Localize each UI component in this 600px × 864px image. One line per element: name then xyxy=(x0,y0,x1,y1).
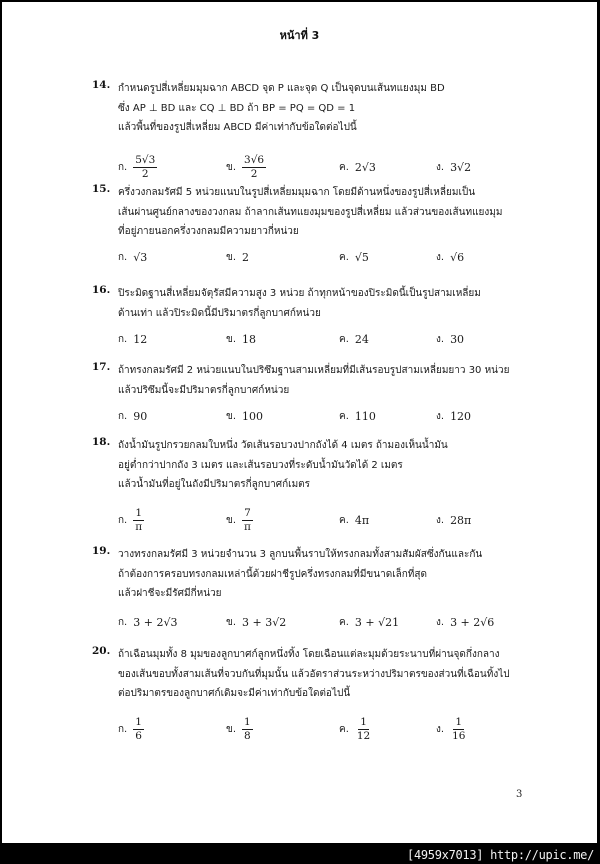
question-text xyxy=(118,545,512,604)
choice-label: ค. xyxy=(339,515,349,526)
question-number: 15. xyxy=(92,183,111,195)
choices xyxy=(118,244,512,272)
choice-d[interactable] xyxy=(436,150,471,186)
question-text xyxy=(118,436,512,495)
question-line: แล้วพื้นที่ของรูปสี่เหลี่ยม ABCD มีค่าเท่ากับข้อใดต่อไปนี้ xyxy=(118,122,357,133)
question-number: 16. xyxy=(92,284,111,296)
choice-d[interactable] xyxy=(436,608,494,638)
choice-label: ข. xyxy=(226,252,237,263)
choice-value: 4π xyxy=(354,514,370,527)
denominator: 6 xyxy=(135,730,142,742)
choice-c[interactable] xyxy=(339,503,369,539)
choice-c[interactable] xyxy=(339,244,369,272)
question-line: ถ้าต้องการครอบทรงกลมเหล่านี้ด้วยฝาชีรูปครึ่งทรงกลมที่มีขนาดเล็กที่สุด xyxy=(118,568,427,580)
choice-value: 24 xyxy=(354,332,369,346)
choices xyxy=(118,402,512,430)
choice-label: ก. xyxy=(118,515,128,526)
numerator: 3√6 xyxy=(244,154,265,166)
choice-label: ข. xyxy=(226,410,237,422)
question-17 xyxy=(92,361,512,430)
choice-a[interactable] xyxy=(118,402,147,430)
choice-a[interactable] xyxy=(118,712,144,748)
choice-label: ง. xyxy=(436,724,445,735)
choice-label: ข. xyxy=(226,515,237,526)
choice-a[interactable] xyxy=(118,608,177,638)
exam-page xyxy=(2,2,597,843)
question-line: ต่อปริมาตรของลูกบาศก์เดิมจะมีค่าเท่ากับข้อใดต่อไปนี้ xyxy=(118,688,351,699)
choice-c[interactable] xyxy=(339,150,376,186)
question-text xyxy=(118,284,512,323)
choice-label: ก. xyxy=(118,252,128,263)
question-line: แล้วน้ำมันที่อยู่ในถังมีปริมาตรกี่ลูกบาศก์เมตร xyxy=(118,479,311,490)
choice-label: ง. xyxy=(436,252,445,263)
question-number: 20. xyxy=(92,645,111,657)
denominator: 12 xyxy=(356,730,371,742)
choice-label: ง. xyxy=(436,410,445,422)
numerator: 1 xyxy=(244,716,251,728)
choice-value: 3 + 2√6 xyxy=(450,616,495,629)
choice-value: 120 xyxy=(450,409,472,423)
question-line: กำหนดรูปสี่เหลี่ยมมุมฉาก ABCD จุด P และจุด Q เป็นจุดบนเส้นทแยงมุม BD xyxy=(118,83,445,94)
fraction xyxy=(450,716,467,743)
choices xyxy=(118,712,512,748)
choice-value: 100 xyxy=(242,409,264,423)
choice-label: ก. xyxy=(118,333,128,345)
question-line: ซึ่ง AP ⊥ BD และ CQ ⊥ BD ถ้า BP = PQ = QD = 1 xyxy=(118,102,356,114)
denominator: 16 xyxy=(452,730,466,742)
question-line: ถังน้ำมันรูปกรวยกลมใบหนึ่ง วัดเส้นรอบวงปากถังได้ 4 เมตร ถ้ามองเห็นน้ำมัน xyxy=(118,440,448,451)
numerator: 5√3 xyxy=(135,154,156,166)
choice-label: ก. xyxy=(118,617,128,628)
fraction xyxy=(133,716,144,743)
choice-label: ก. xyxy=(118,162,128,173)
choice-value: 3 + 2√3 xyxy=(133,616,178,629)
question-line: ด้านเท่า แล้วปิระมิดนี้มีปริมาตรกี่ลูกบาศก์หน่วย xyxy=(118,307,321,319)
denominator: 2 xyxy=(250,168,258,180)
choice-label: ข. xyxy=(226,724,237,735)
choices xyxy=(118,325,512,353)
question-text xyxy=(118,79,512,138)
choice-b[interactable] xyxy=(226,244,249,272)
fraction xyxy=(242,154,266,181)
question-line: ปิระมิดฐานสี่เหลี่ยมจัตุรัสมีความสูง 3 หน่วย ถ้าทุกหน้าของปิระมิดนี้เป็นรูปสามเหลี่ยม xyxy=(118,288,481,299)
question-19 xyxy=(92,545,512,638)
question-line: ครึ่งวงกลมรัศมี 5 หน่วยแนบในรูปสี่เหลี่ยมมุมฉาก โดยมีด้านหนึ่งของรูปสี่เหลี่ยมเป็น xyxy=(118,187,476,198)
denominator: 2 xyxy=(141,168,149,180)
choice-value: 90 xyxy=(133,409,148,423)
question-number: 18. xyxy=(92,436,111,448)
choice-label: ค. xyxy=(339,617,349,628)
choice-value: 110 xyxy=(354,409,376,423)
page-number: 3 xyxy=(516,789,523,800)
question-line: ที่อยู่ภายนอกครึ่งวงกลมมีความยาวกี่หน่วย xyxy=(118,226,299,237)
choice-label: ก. xyxy=(118,410,128,422)
question-line: อยู่ต่ำกว่าปากถัง 3 เมตร และเส้นรอบวงที่ระดับน้ำมันวัดได้ 2 เมตร xyxy=(118,459,403,471)
choice-d[interactable] xyxy=(436,402,471,430)
choice-value: 18 xyxy=(242,332,257,346)
question-line: ถ้าเฉือนมุมทั้ง 8 มุมของลูกบาศก์ลูกหนึ่งทิ้ง โดยเฉือนแต่ละมุมด้วยระนาบที่ผ่านจุดกึ่งกลาง xyxy=(118,649,500,660)
choice-value: 28π xyxy=(450,514,472,527)
fraction xyxy=(133,154,157,181)
choice-label: ข. xyxy=(226,162,237,173)
fraction xyxy=(242,716,253,743)
choice-a[interactable] xyxy=(118,150,157,186)
choice-label: ก. xyxy=(118,724,128,735)
choice-b[interactable] xyxy=(226,402,263,430)
question-line: เส้นผ่านศูนย์กลางของวงกลม ถ้าลากเส้นทแยงมุมของรูปสี่เหลี่ยม แล้วส่วนของเส้นทแยงมุม xyxy=(118,206,503,218)
choice-b[interactable] xyxy=(226,712,253,748)
numerator: 1 xyxy=(135,716,142,728)
choice-label: ง. xyxy=(436,162,445,173)
choice-b[interactable] xyxy=(226,608,286,638)
choice-c[interactable] xyxy=(339,608,399,638)
denominator: 8 xyxy=(244,730,251,742)
choice-value: 3 + √21 xyxy=(354,616,400,629)
choice-d[interactable] xyxy=(436,712,467,748)
choice-d[interactable] xyxy=(436,244,464,272)
choice-label: ง. xyxy=(436,333,445,345)
choices xyxy=(118,608,512,638)
numerator: 1 xyxy=(360,716,367,728)
choice-value: 2 xyxy=(242,251,250,264)
choice-d[interactable] xyxy=(436,503,471,539)
choice-a[interactable] xyxy=(118,503,144,539)
choice-value: √5 xyxy=(354,251,369,264)
numerator: 7 xyxy=(244,507,251,519)
choice-c[interactable] xyxy=(339,402,376,430)
choice-label: ค. xyxy=(339,252,349,263)
choice-b[interactable] xyxy=(226,325,256,353)
fraction xyxy=(133,507,144,534)
question-line: แล้วปริซึมนี้จะมีปริมาตรกี่ลูกบาศก์หน่วย xyxy=(118,384,290,396)
choice-value: √3 xyxy=(133,251,148,264)
numerator: 1 xyxy=(135,507,143,519)
question-text xyxy=(118,645,512,704)
choice-value: 12 xyxy=(133,332,148,346)
question-line: ของเส้นขอบทั้งสามเส้นที่จวบกันที่มุมนั้น แล้วอัตราส่วนระหว่างปริมาตรของส่วนที่เฉือนทิ้งไป xyxy=(118,668,510,680)
choice-label: ค. xyxy=(339,724,349,735)
choice-label: ง. xyxy=(436,617,445,628)
question-18 xyxy=(92,436,512,539)
question-16 xyxy=(92,284,512,353)
choice-label: ค. xyxy=(339,162,349,173)
question-number: 14. xyxy=(92,79,111,91)
question-line: แล้วฝาชีจะมีรัศมีกี่หน่วย xyxy=(118,588,222,599)
question-20 xyxy=(92,645,512,748)
choice-b[interactable] xyxy=(226,503,253,539)
choice-label: ค. xyxy=(339,410,349,422)
choice-label: ง. xyxy=(436,515,445,526)
numerator: 1 xyxy=(455,716,463,728)
choice-value: 2√3 xyxy=(354,161,376,174)
choice-a[interactable] xyxy=(118,244,147,272)
choice-value: 30 xyxy=(450,332,465,346)
question-text xyxy=(118,183,512,242)
question-number: 19. xyxy=(92,545,111,557)
choice-c[interactable] xyxy=(339,325,369,353)
question-line: วางทรงกลมรัศมี 3 หน่วยจำนวน 3 ลูกบนพื้นราบให้ทรงกลมทั้งสามสัมผัสซึ่งกันและกัน xyxy=(118,549,483,560)
choices xyxy=(118,503,512,539)
choice-d[interactable] xyxy=(436,325,464,353)
fraction xyxy=(355,716,372,743)
question-15 xyxy=(92,183,512,272)
fraction xyxy=(242,507,253,534)
choice-a[interactable] xyxy=(118,325,147,353)
choice-label: ค. xyxy=(339,333,349,345)
question-line: ถ้าทรงกลมรัศมี 2 หน่วยแนบในปริซึมฐานสามเหลี่ยมที่มีเส้นรอบรูปสามเหลี่ยมยาว 30 หน่วย xyxy=(118,365,510,376)
choices xyxy=(118,150,512,186)
choice-value: 3 + 3√2 xyxy=(242,616,287,629)
page-header: หน้าที่ 3 xyxy=(279,29,320,42)
choice-label: ข. xyxy=(226,617,237,628)
question-14 xyxy=(92,79,512,186)
question-number: 17. xyxy=(92,361,111,373)
choice-label: ข. xyxy=(226,333,237,345)
choice-value: √6 xyxy=(450,251,465,264)
choice-value: 3√2 xyxy=(450,161,472,174)
choice-c[interactable] xyxy=(339,712,372,748)
image-watermark: [4959x7013] http://upic.me/ xyxy=(407,848,594,862)
choice-b[interactable] xyxy=(226,150,266,186)
question-text xyxy=(118,361,512,400)
denominator: π xyxy=(135,521,143,533)
denominator: π xyxy=(244,521,251,533)
